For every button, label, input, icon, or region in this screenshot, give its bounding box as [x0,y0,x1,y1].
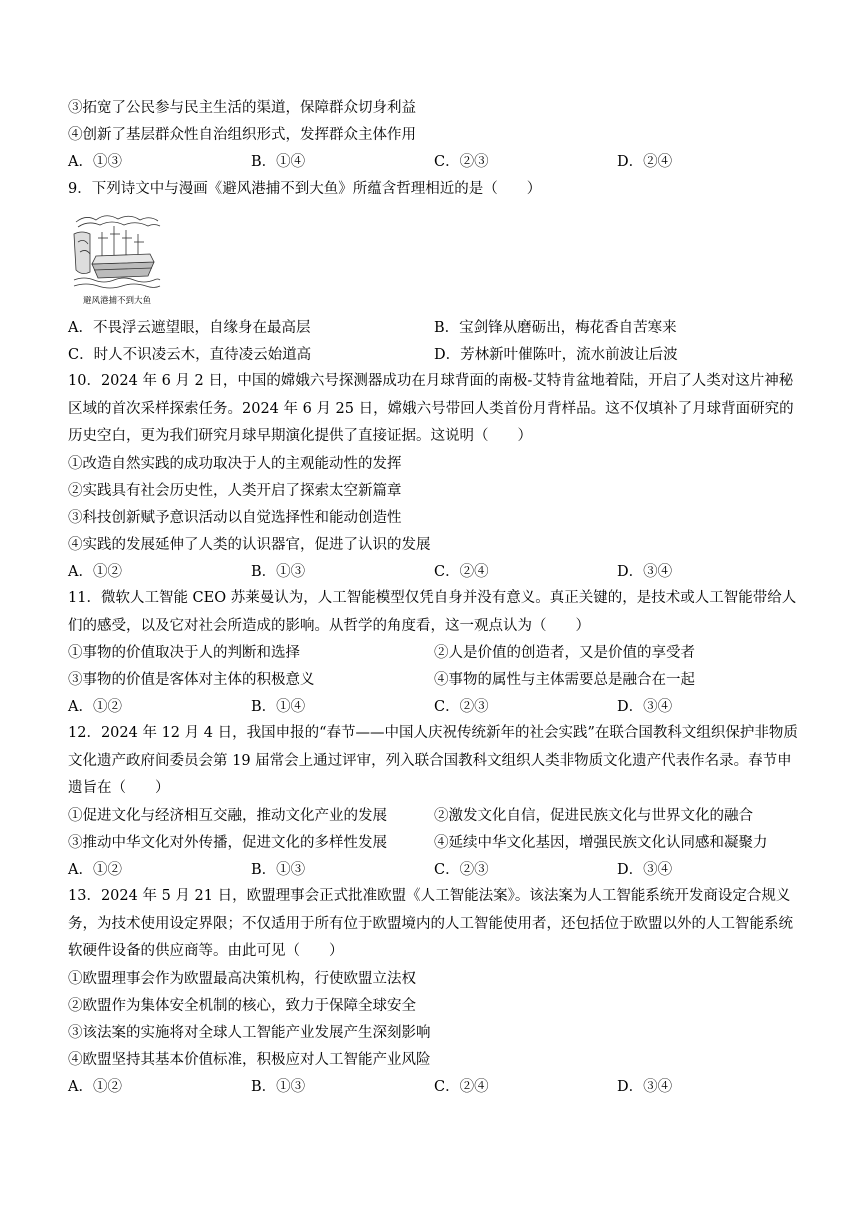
q11-stem: 11．微软人工智能 CEO 苏莱曼认为，人工智能模型仅凭自身并没有意义。真正关键的，是技术或人工智能带给人们的感受，以及它对社会所造成的影响。从哲学的角度看，这一观点认为（ ） [68,590,797,634]
q11-option-b[interactable]: B．①④ [251,699,306,715]
q13-options [68,1077,798,1097]
q12-options [68,860,798,880]
q12-option-d[interactable]: D．③④ [617,862,673,878]
q11-statements-row-2 [68,670,798,690]
q8-statement-3: ③拓宽了公民参与民主生活的渠道，保障群众切身利益 [68,100,416,116]
q8-option-c[interactable]: C．②③ [434,154,489,170]
q8-statement-4: ④创新了基层群众性自治组织形式，发挥群众主体作用 [68,127,416,143]
q10-option-d[interactable]: D．③④ [617,564,673,580]
q11-statement-4: ④事物的属性与主体需要总是融合在一起 [434,672,695,688]
q11-statement-2: ②人是价值的创造者，又是价值的享受者 [434,645,695,661]
q12-option-b[interactable]: B．①③ [251,862,306,878]
q13-statement-4: ④欧盟坚持其基本价值标准，积极应对人工智能产业风险 [68,1052,431,1068]
q13-statement-2: ②欧盟作为集体安全机制的核心，致力于保障全球安全 [68,998,416,1014]
q12-option-c[interactable]: C．②③ [434,862,489,878]
q8-option-a[interactable]: A．①③ [68,154,122,170]
q8-options [68,152,798,172]
q11-option-a[interactable]: A．①② [68,699,122,715]
q9-options-row-1 [68,318,798,338]
q9-option-d[interactable]: D．芳林新叶催陈叶，流水前波让后波 [434,347,678,363]
q13-option-d[interactable]: D．③④ [617,1079,673,1095]
q10-option-c[interactable]: C．②④ [434,564,489,580]
q8-option-d[interactable]: D．②④ [617,154,673,170]
q10-option-a[interactable]: A．①② [68,564,122,580]
q11-statement-1: ①事物的价值取决于人的判断和选择 [68,645,300,661]
q9-option-c[interactable]: C．时人不识凌云木，直待凌云始道高 [68,347,312,363]
q13-stem: 13．2024 年 5 月 21 日，欧盟理事会正式批准欧盟《人工智能法案》。该法案为人工智能系统开发商设定合规义务，为技术使用设定界限；不仅适用于所有位于欧盟境内的人工智能使用者，还包括位于欧盟以外的人工智能系统软硬件设备的供应商等。由此可见（ ） [68,888,793,959]
q11-statements-row-1 [68,643,798,663]
cartoon-caption: 避风港捕不到大鱼 [82,296,152,306]
q13-statement-1: ①欧盟理事会作为欧盟最高决策机构，行使欧盟立法权 [68,971,416,987]
q10-statement-1: ①改造自然实践的成功取决于人的主观能动性的发挥 [68,456,402,472]
cartoon-image [72,212,162,308]
q12-statement-2: ②激发文化自信，促进民族文化与世界文化的融合 [434,808,753,824]
q10-stem: 10．2024 年 6 月 2 日，中国的嫦娥六号探测器成功在月球背面的南极-艾特肯盆地着陆，开启了人类对这片神秘区域的首次采样探索任务。2024 年 6 月 25 日，嫦娥六号带回人类首份月背样品。这不仅填补了月球背面研究的历史空白，更为我们研究月球早期演化提供了直接证据。这说明（ ） [68,373,794,444]
q9-options-row-2 [68,345,798,365]
q9-stem: 9．下列诗文中与漫画《避风港捕不到大鱼》所蕴含哲理相近的是（ ） [68,181,542,197]
q13-option-a[interactable]: A．①② [68,1079,122,1095]
q12-statements-row-1 [68,806,798,826]
q11-option-d[interactable]: D．③④ [617,699,673,715]
q11-statement-3: ③事物的价值是客体对主体的积极意义 [68,672,315,688]
q12-stem: 12．2024 年 12 月 4 日，我国申报的“春节——中国人庆祝传统新年的社会实践”在联合国教科文组织保护非物质文化遗产政府间委员会第 19 届常会上通过评审，列入联合国教科文组织人类非物质文化遗产代表作名录。春节申遗旨在（ ） [68,725,798,796]
q13-option-b[interactable]: B．①③ [251,1079,306,1095]
q13-option-c[interactable]: C．②④ [434,1079,489,1095]
q12-option-a[interactable]: A．①② [68,862,122,878]
q12-statement-3: ③推动中华文化对外传播，促进文化的多样性发展 [68,835,387,851]
q10-option-b[interactable]: B．①③ [251,564,306,580]
q10-options [68,562,798,582]
q8-option-b[interactable]: B．①④ [251,154,306,170]
q13-statement-3: ③该法案的实施将对全球人工智能产业发展产生深刻影响 [68,1025,431,1041]
q12-statements-row-2 [68,833,798,853]
q10-statement-3: ③科技创新赋予意识活动以自觉选择性和能动创造性 [68,510,402,526]
q11-option-c[interactable]: C．②③ [434,699,489,715]
q12-statement-4: ④延续中华文化基因，增强民族文化认同感和凝聚力 [434,835,768,851]
q9-option-b[interactable]: B．宝剑锋从磨砺出，梅花香自苦寒来 [434,320,677,336]
q12-statement-1: ①促进文化与经济相互交融，推动文化产业的发展 [68,808,387,824]
q11-options [68,697,798,717]
q9-option-a[interactable]: A．不畏浮云遮望眼，自缘身在最高层 [68,320,311,336]
q10-statement-2: ②实践具有社会历史性，人类开启了探索太空新篇章 [68,483,402,499]
q10-statement-4: ④实践的发展延伸了人类的认识器官，促进了认识的发展 [68,537,431,553]
